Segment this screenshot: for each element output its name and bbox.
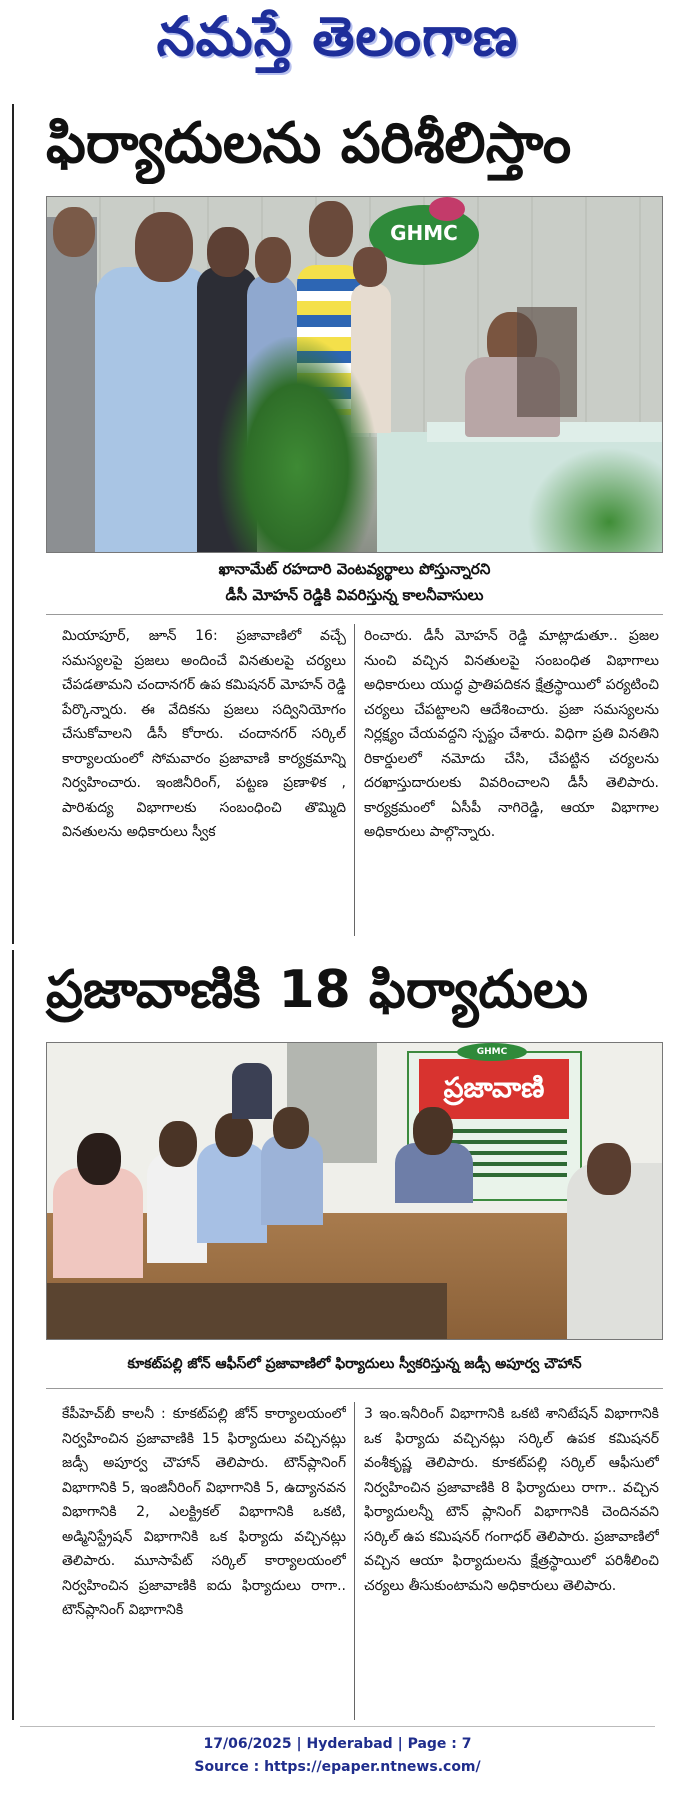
prajavani-banner-title: ప్రజావాణి [443,1071,545,1104]
ghmc-logo-text: GHMC [390,221,458,245]
footer-source: Source : https://epaper.ntnews.com/ [194,1759,481,1775]
footer-rule [20,1726,655,1727]
article2-caption: కూకట్‌పల్లి జోన్ ఆఫీస్‌లో ప్రజావాణిలో ఫిర్యాదులు స్వీకరిస్తున్న జడ్సీ అపూర్వ చౌహాన్ [127,1356,582,1372]
article1-column1: మియాపూర్, జూన్ 16: ప్రజావాణిలో వచ్చే సమస్యలపై ప్రజలు అందించే వినతులపై చర్యలు చేపడతామని చందానగర్ ఉప కమిషనర్ మోహన్ రెడ్డి పేర్కొన్నారు. ఈ వేదికను ప్రజలు సద్వినియోగం చేసుకోవాలని డీసీ కోరారు. చందానగర్ సర్కిల్ కార్యాలయంలో సోమవారం ప్రజావాణి కార్యక్రమాన్ని నిర్వహించారు. ఇంజినీరింగ్, పట్టణ ప్రణాళిక , పారిశుద్య విభాగాలకు సంబంధించి తొమ్మిది వినతులను అధికారులు స్వీక [62,628,346,840]
article2-side-rule [12,950,14,1720]
article1-column-separator [354,624,355,936]
article2-column-separator [354,1402,355,1720]
article2-photo [46,1042,663,1340]
ghmc-banner-logo: GHMC [457,1043,527,1061]
newspaper-title: నమస్తే తెలంగాణ [156,4,519,68]
masthead [0,0,675,86]
article1-caption-line2: డీసీ మోహన్ రెడ్డికి వివరిస్తున్న కాలనీవాసులు [225,586,484,604]
article2-caption-rule [46,1388,663,1389]
article1-headline: ఫిర్యాదులను పరిశీలిస్తాం [46,111,572,176]
article2-column1: కేపీహెచ్‌బీ కాలనీ : కూకట్‌పల్లి జోన్ కార్యాలయంలో నిర్వహించిన ప్రజావాణికి 15 ఫిర్యాదులు వచ్చినట్లు జడ్సీ అపూర్వ చౌహాన్ తెలిపారు. టౌన్‌ప్లానింగ్ విభాగానికి 5, ఇంజినీరింగ్ విభాగానికి 5, ఉద్యానవన విభాగానికి 2, ఎలక్ట్రికల్ విభాగానికి ఒకటి, అడ్మినిస్ట్రేషన్ విభాగానికి ఒక ఫిర్యాదు వచ్చినట్లు తెలిపారు. మూసాపేట్ సర్కిల్ కార్యాలయంలో నిర్వహించిన ప్రజావాణికి ఐదు ఫిర్యాదులు రాగా.. టౌన్‌ప్లానింగ్ విభాగానికి [62,1406,346,1618]
article1-column2: రించారు. డీసీ మోహన్ రెడ్డి మాట్లాడుతూ.. ప్రజల నుంచి వచ్చిన వినతులపై సంబంధిత విభాగాలు అధికారులు యుద్ధ ప్రాతిపదికన క్షేత్రస్థాయిలో పర్యటించి చర్యలు చేపట్టాలని ఆదేశించారు. ప్రజా సమస్యలను నిర్లక్ష్యం చేయవద్దని స్పష్టం చేశారు. విధిగా ప్రతి వినతిని రికార్డులలో నమోదు చేసి, చేపట్టిన చర్యలను దరఖాస్తుదారులకు వివరించాలని డీసీ తెలిపారు. కార్యక్రమంలో ఏసీపీ నాగిరెడ్డి, ఆయా విభాగాల అధికారులు పాల్గొన్నారు. [364,628,659,840]
article2-column2: 3 ఇం.ఇనీరింగ్ విభాగానికి ఒకటి శానిటేషన్ విభాగానికి ఒక ఫిర్యాదు వచ్చినట్లు సర్కిల్ ఉపక కమిషనర్ వంశీకృష్ణ తెలిపారు. కూకట్‌పల్లి సర్కిల్ ఆఫీసులో నిర్వహించిన ప్రజావాణికి 8 ఫిర్యాదులు రాగా.. వచ్చిన ఫిర్యాదులన్నీ టౌన్ ప్లానింగ్ విభాగానికి చెందినవని సర్కిల్ ఉప కమిషనర్ గంగాధర్ తెలిపారు. ప్రజావాణిలో వచ్చిన ఆయా ఫిర్యాదులను క్షేత్రస్థాయిలో పరిశీలించి చర్యలు తీసుకుంటామని అధికారులు తెలిపారు. [364,1406,659,1594]
article1-caption-line1: ఖానామేట్ రహదారి వెంటవ్యర్థాలు పోస్తున్నారని [218,560,491,578]
article2-headline: ప్రజావాణికి 18 ఫిర్యాదులు [46,960,588,1020]
article1-caption-rule [46,614,663,615]
article1-photo [46,196,663,553]
footer-date-page: 17/06/2025 | Hyderabad | Page : 7 [203,1736,472,1752]
article1-side-rule [12,104,14,944]
